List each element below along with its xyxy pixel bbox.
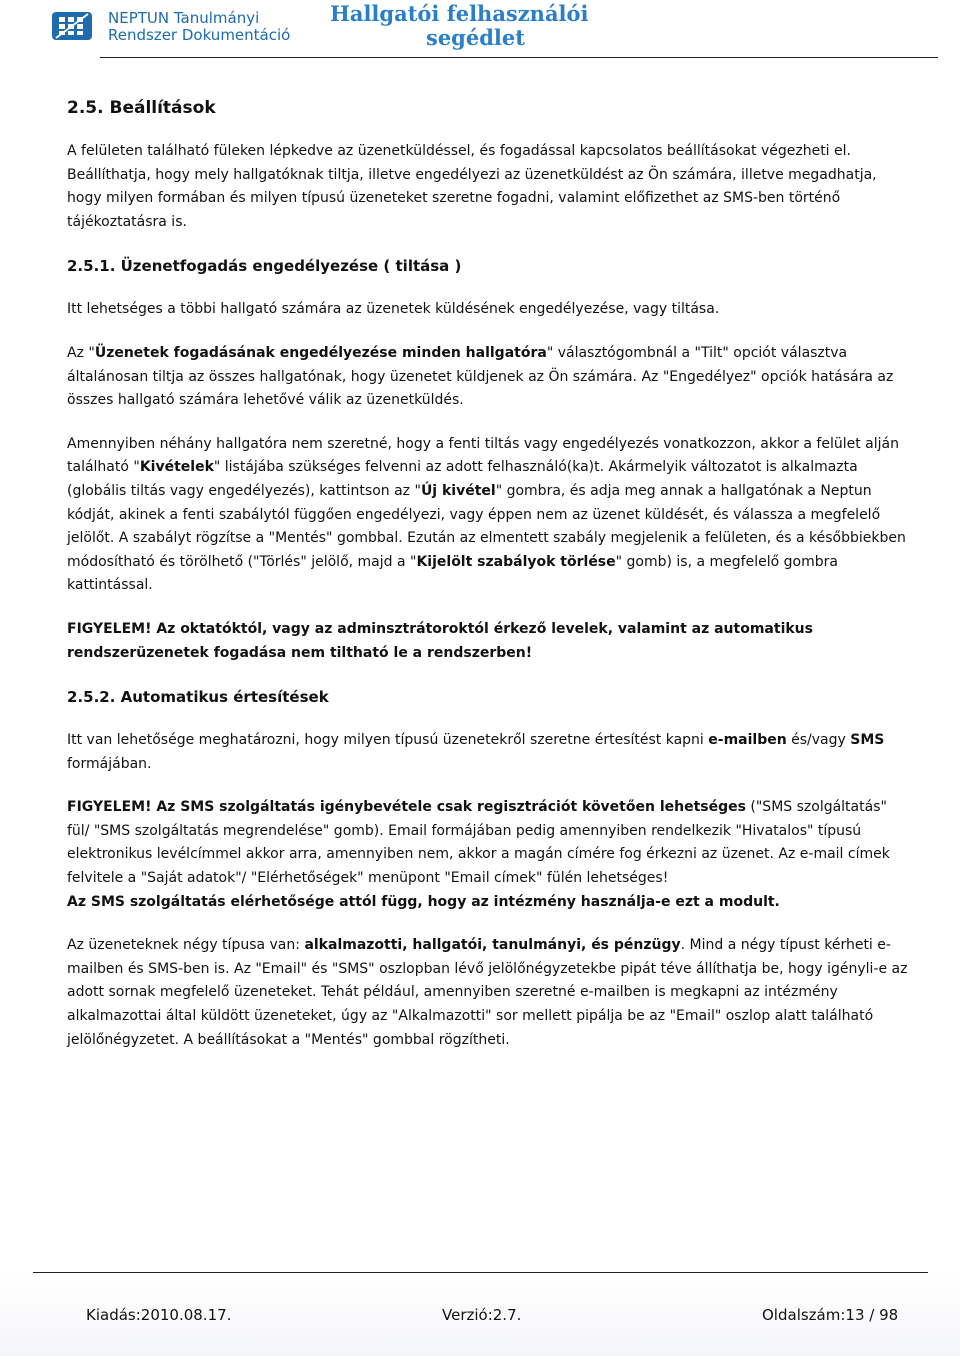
sub2-paragraph-2: FIGYELEM! Az SMS szolgáltatás igénybevétele csak regisztrációt követően lehetséges ("SMS szolgáltatás" fül/ "SMS szolgáltatás megrendelése" gomb). Email formájában pedig amennyiben rendelkezik "Hivatalos" típusú elektronikus levélcímmel akkor arra, amennyiben nem, akkor a magán címére fog érkezni az üzenet. Az e-mail címek felvitele a "Saját adatok"/ "Elérhetőségek" menüpont "Email címek" fülén lehetséges! Az SMS szolgáltatás elérhetősége attól függ, hogy az intézmény használja-e ezt a modult. [67, 799, 890, 910]
document-title-line-1: Hallgatói felhasználói [330, 1, 589, 26]
document-title-line-2: segédlet [426, 25, 525, 50]
sub1-paragraph-1: Itt lehetséges a többi hallgató számára az üzenetek küldésének engedélyezése, vagy tiltása. [67, 301, 720, 318]
page-number: Oldalszám:13 / 98 [762, 1306, 899, 1324]
footer-divider [33, 1272, 928, 1273]
section-heading: 2.5. Beállítások [67, 98, 216, 118]
version: Verzió:2.7. [442, 1306, 522, 1324]
subsection-heading-2: 2.5.2. Automatikus értesítések [67, 688, 329, 707]
sub2-paragraph-3: Az üzeneteknek négy típusa van: alkalmazotti, hallgatói, tanulmányi, és pénzügy. Mind a négy típust kérheti e-mailben és SMS-ben is. Az "Email" és "SMS" oszlopban lévő jelölőnégyzetekbe pipát téve állíthatja be, hogy igényli-e az adott sornak megfelelő üzeneteket. Tehát például, amennyiben szeretné e-mailben is megkapni az intézmény alkalmazottai által küldött üzeneteket, úgy az "Alkalmazotti" sor mellett pipálja be az "Email" oszlop alatt található jelölőnégyzetet. A beállításokat a "Mentés" gombbal rögzítheti. [67, 937, 908, 1048]
page-header [0, 0, 960, 60]
release-date: Kiadás:2010.08.17. [86, 1306, 232, 1324]
neptun-logo-icon [50, 10, 94, 42]
brand-line-2: Rendszer Dokumentáció [108, 26, 291, 44]
sub1-paragraph-2: Az "Üzenetek fogadásának engedélyezése minden hallgatóra" választógombnál a "Tilt" opciót választva általánosan tiltja az összes hallgatónak, hogy üzenetet küldjenek az Ön számára. Az "Engedélyez" opciók hatására az összes hallgató számára lehetővé válik az üzenetküldés. [67, 344, 894, 409]
document-title [330, 2, 589, 50]
sub1-paragraph-3: Amennyiben néhány hallgatóra nem szeretné, hogy a fenti tiltás vagy engedélyezés vonatkozzon, akkor a felület alján található "Kivételek" listájába szükséges felvenni az adott felhasználó(ka)t. Akármelyik változatot is alkalmazta (globális tiltás vagy engedélyezés), kattintson az "Új kivétel" gombra, és adja meg annak a hallgatónak a Neptun kódját, akinek a fenti szabálytól függően engedélyezi, vagy éppen nem az üzenet küldését, és válassza a megfelelő jelölőt. A szabályt rögzítse a "Mentés" gombbal. Ezután az elmentett szabály megjelenik a felületen, és a későbbiekben módosítható és törölhető ("Törlés" jelölő, majd a "Kijelölt szabályok törlése" gomb) is, a megfelelő gombra kattintással. [67, 435, 906, 594]
brand-line-1: NEPTUN Tanulmányi [108, 9, 260, 27]
subsection-heading-1: 2.5.1. Üzenetfogadás engedélyezése ( tiltása ) [67, 257, 462, 276]
header-divider [100, 57, 938, 58]
document-body [67, 96, 912, 1052]
sub2-paragraph-1: Itt van lehetősége meghatározni, hogy milyen típusú üzenetekről szeretne értesítést kapni e-mailben és/vagy SMS formájában. [67, 732, 885, 772]
page-footer [0, 1276, 960, 1356]
sub1-warning: FIGYELEM! Az oktatóktól, vagy az adminsztrátoroktól érkező levelek, valamint az automatikus rendszerüzenetek fogadása nem tiltható le a rendszerben! [67, 620, 813, 661]
brand-name [108, 10, 290, 44]
section-intro: A felületen található füleken lépkedve az üzenetküldéssel, és fogadással kapcsolatos beállításokat végezheti el. Beállíthatja, hogy mely hallgatóknak tiltja, illetve engedélyezi az üzenetküldést az Ön számára, illetve megadhatja, hogy milyen formában és milyen típusú üzeneteket szeretne fogadni, valamint előfizethet az SMS-ben történő tájékoztatásra is. [67, 143, 877, 230]
